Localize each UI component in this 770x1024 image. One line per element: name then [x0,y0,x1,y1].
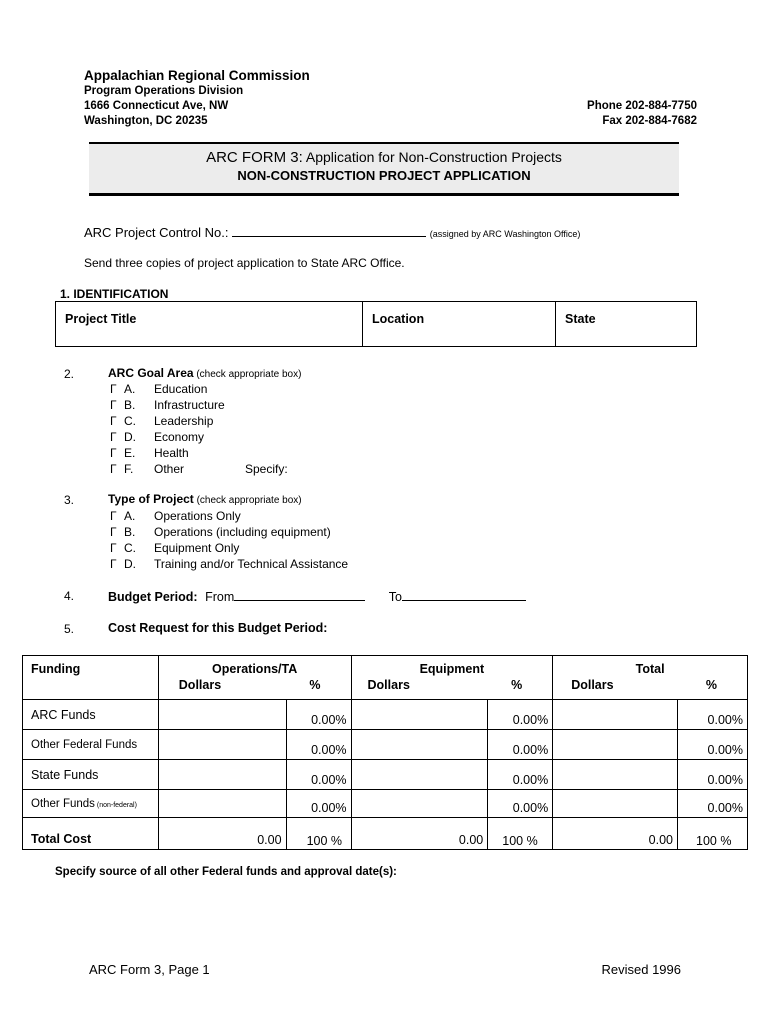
checkbox-icon[interactable]: Γ [110,541,117,555]
option-text: Health [154,446,189,460]
option-letter: F. [124,462,134,476]
form-name: ARC FORM 3: [206,149,303,166]
option-letter: B. [124,525,136,539]
specify-label: Specify: [245,462,288,476]
goal-area-label: ARC Goal Area [108,366,194,380]
goal-area-heading [108,366,301,380]
identification-table [55,301,697,347]
row-label [23,760,159,790]
budget-from-label: From [205,590,235,604]
row-label-text: State Funds [31,767,99,782]
state-cell[interactable] [556,302,697,347]
equip-total-pct: 100 % [488,818,553,850]
total-dollars-label: Dollars [571,678,614,692]
option-letter: D. [124,430,136,444]
checkbox-icon[interactable]: Γ [110,382,117,396]
identification-heading: 1. IDENTIFICATION [60,287,169,301]
checkbox-icon[interactable]: Γ [110,462,117,476]
total-pct-cell: 0.00% [678,760,748,790]
checkbox-icon[interactable]: Γ [110,430,117,444]
row-label-sub: (non-federal) [94,801,137,809]
option-text: Other [154,462,185,476]
option-letter: C. [124,541,136,555]
ops-total-dollars: 0.00 [158,818,286,850]
total-header [553,656,748,700]
budget-period-number: 4. [64,589,75,603]
total-subheader [557,676,743,692]
project-type-label: Type of Project [108,492,194,506]
option-letter: A. [124,382,136,396]
budget-to-field[interactable] [402,588,526,601]
total-cost-row [23,818,748,850]
option-text: Education [154,382,208,396]
equip-pct-cell: 0.00% [488,790,553,818]
row-label-text: Other Federal Funds [31,738,138,751]
send-copies-instruction: Send three copies of project application to State ARC Office. [84,256,405,270]
funding-header-row [23,656,748,700]
row-label [23,700,159,730]
state-label: State [565,312,596,326]
option-text: Training and/or Technical Assistance [154,557,349,571]
row-label [23,730,159,760]
project-title-cell[interactable] [56,302,363,347]
table-row [23,760,748,790]
equip-pct-cell: 0.00% [488,760,553,790]
total-dollars-cell[interactable] [553,700,678,730]
equip-dollars-cell[interactable] [351,730,488,760]
form-title [89,149,679,166]
equip-pct-cell: 0.00% [488,730,553,760]
total-total-pct: 100 % [678,818,748,850]
total-dollars-cell[interactable] [553,730,678,760]
address-line-1: 1666 Connecticut Ave, NW [84,100,229,112]
control-number-label: ARC Project Control No.: [84,225,229,240]
option-letter: A. [124,509,136,523]
option-letter: D. [124,557,136,571]
phone: Phone 202-884-7750 [587,100,697,112]
budget-to-label: To [388,590,402,604]
equip-dollars-label: Dollars [367,678,410,692]
checkbox-icon[interactable]: Γ [110,414,117,428]
cost-request-label: Cost Request for this Budget Period: [108,621,328,635]
equip-header [351,656,553,700]
ops-pct-cell: 0.00% [286,790,351,818]
control-number-field[interactable] [232,224,426,237]
option-text: Economy [154,430,205,444]
ops-pct-cell: 0.00% [286,760,351,790]
page-footer: ARC Form 3, Page 1 [89,962,210,977]
revision-note: Revised 1996 [601,962,681,977]
division: Program Operations Division [84,85,244,97]
row-label [23,790,159,818]
option-letter: B. [124,398,136,412]
ops-dollars-cell[interactable] [158,730,286,760]
fax: Fax 202-884-7682 [602,115,697,127]
total-dollars-cell[interactable] [553,760,678,790]
row-label-text: ARC Funds [31,707,96,722]
project-type-hint: (check appropriate box) [193,495,302,506]
total-pct-label: % [705,678,717,692]
total-title: Total [635,662,665,676]
row-label-text: Other Funds [31,797,95,810]
budget-period-row [108,588,526,604]
option-text: Operations (including equipment) [154,525,331,539]
total-pct-cell: 0.00% [678,730,748,760]
funding-header [23,656,159,700]
budget-from-field[interactable] [234,588,365,601]
equip-dollars-cell[interactable] [351,700,488,730]
goal-area-hint: (check appropriate box) [193,369,302,380]
total-pct-cell: 0.00% [678,700,748,730]
option-text: Operations Only [154,509,241,523]
option-letter: E. [124,446,136,460]
checkbox-icon[interactable]: Γ [110,509,117,523]
equip-pct-cell: 0.00% [488,700,553,730]
checkbox-icon[interactable]: Γ [110,446,117,460]
specify-source-label: Specify source of all other Federal funds and approval date(s): [55,866,397,878]
equip-pct-label: % [511,678,523,692]
ops-dollars-cell[interactable] [158,700,286,730]
total-dollars-cell[interactable] [553,790,678,818]
ops-pct-label: % [309,678,321,692]
equip-total-dollars: 0.00 [351,818,488,850]
table-row [23,730,748,760]
project-title-label: Project Title [65,312,137,326]
table-row [23,700,748,730]
option-letter: C. [124,414,136,428]
location-label: Location [372,312,425,326]
option-text: Infrastructure [154,398,225,412]
ops-total-pct: 100 % [286,818,351,850]
address-line-2: Washington, DC 20235 [84,115,208,127]
ops-dollars-cell[interactable] [158,760,286,790]
ops-title: Operations/TA [212,662,298,676]
cost-request-number: 5. [64,622,75,636]
option-text: Leadership [154,414,214,428]
form-subtitle: NON-CONSTRUCTION PROJECT APPLICATION [237,168,531,183]
equip-dollars-cell[interactable] [351,790,488,818]
equip-title: Equipment [419,662,485,676]
ops-header [158,656,351,700]
project-type-heading [108,492,302,506]
total-cost-label: Total Cost [23,818,159,850]
budget-period-label: Budget Period: [108,590,198,604]
ops-subheader [163,676,347,692]
total-total-dollars: 0.00 [553,818,678,850]
location-cell[interactable] [363,302,556,347]
project-type-number: 3. [64,493,75,507]
checkbox-icon[interactable]: Γ [110,398,117,412]
checkbox-icon[interactable]: Γ [110,557,117,571]
control-number-row [84,224,580,240]
ops-pct-cell: 0.00% [286,730,351,760]
total-pct-cell: 0.00% [678,790,748,818]
form-description: Application for Non-Construction Projects [302,149,562,165]
org-name: Appalachian Regional Commission [84,68,310,83]
goal-area-number: 2. [64,367,75,381]
control-number-note: (assigned by ARC Washington Office) [429,229,581,239]
funding-label: Funding [31,662,81,676]
equip-dollars-cell[interactable] [351,760,488,790]
equip-subheader [356,676,549,692]
funding-table [22,655,748,850]
ops-dollars-label: Dollars [178,678,222,692]
ops-dollars-cell[interactable] [158,790,286,818]
form-title-box [89,142,679,196]
ops-pct-cell: 0.00% [286,700,351,730]
option-text: Equipment Only [154,541,240,555]
table-row [23,790,748,818]
checkbox-icon[interactable]: Γ [110,525,117,539]
